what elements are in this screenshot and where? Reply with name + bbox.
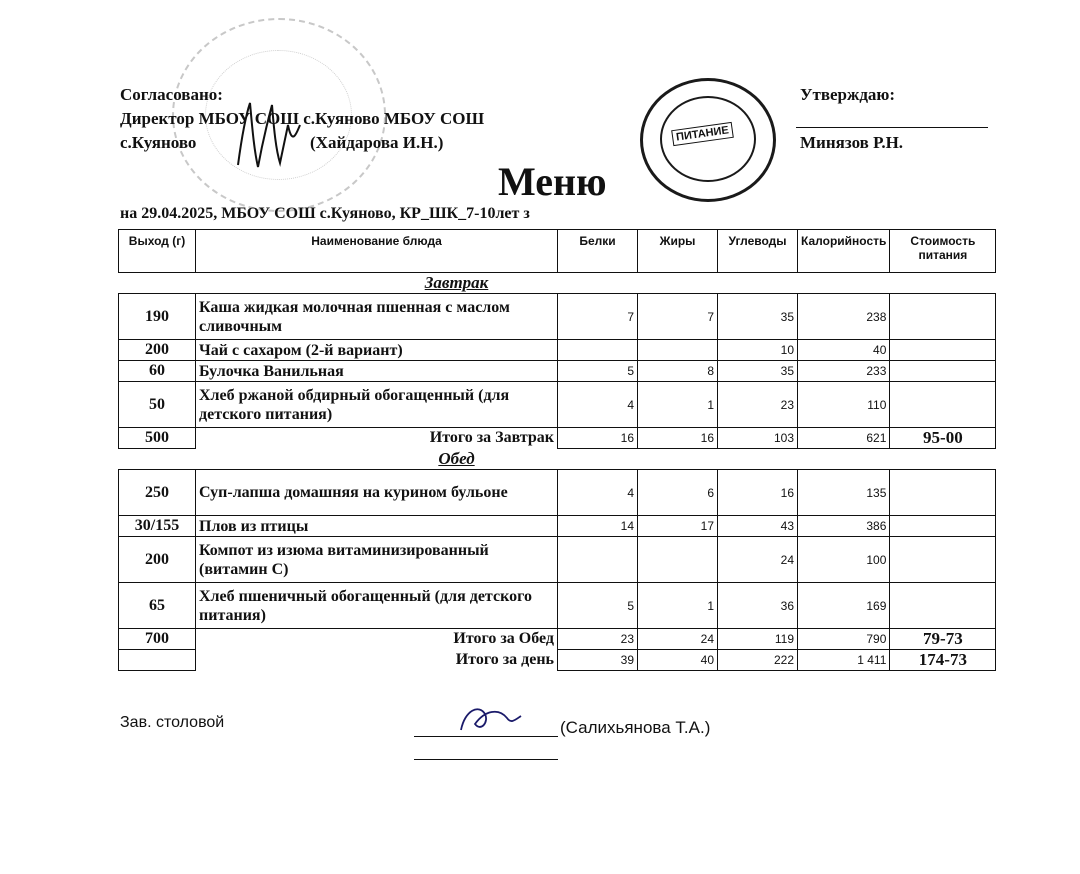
total-calories: 790 — [798, 629, 890, 650]
row-output: 60 — [119, 361, 196, 382]
row-carbs: 10 — [718, 340, 798, 361]
row-carbs: 16 — [718, 470, 798, 516]
total-cost: 95-00 — [890, 428, 996, 449]
table-header-row — [119, 230, 996, 273]
stamp-label: ПИТАНИЕ — [671, 122, 734, 146]
table-row — [119, 382, 996, 428]
agreed-director: Директор МБОУ СОШ с.Куяново МБОУ СОШ — [120, 109, 485, 128]
menu-subtitle: на 29.04.2025, МБОУ СОШ с.Куяново, КР_ШК_7-10лет з — [120, 205, 530, 222]
col-calories: Калорийность — [798, 230, 890, 273]
row-calories: 169 — [798, 583, 890, 629]
table-row — [119, 361, 996, 382]
total-output: 500 — [119, 428, 196, 449]
row-fats: 17 — [638, 516, 718, 537]
row-fats: 1 — [638, 382, 718, 428]
canteen-second-line — [414, 759, 558, 760]
table-row — [119, 537, 996, 583]
row-dish: Булочка Ванильная — [196, 361, 558, 382]
row-proteins: 4 — [558, 470, 638, 516]
row-carbs: 43 — [718, 516, 798, 537]
approve-signature-line — [796, 127, 988, 128]
row-dish: Компот из изюма витаминизированный (витамин С) — [196, 537, 558, 583]
day-total-label: Итого за день — [196, 650, 558, 671]
section-breakfast — [119, 273, 996, 294]
row-output: 30/155 — [119, 516, 196, 537]
row-output: 250 — [119, 470, 196, 516]
row-calories: 110 — [798, 382, 890, 428]
row-output: 50 — [119, 382, 196, 428]
total-proteins: 23 — [558, 629, 638, 650]
row-proteins: 4 — [558, 382, 638, 428]
agreed-name: (Хайдарова И.Н.) — [310, 133, 444, 152]
total-label: Итого за Завтрак — [196, 428, 558, 449]
row-carbs: 36 — [718, 583, 798, 629]
canteen-name: (Салихьянова Т.А.) — [560, 718, 711, 737]
row-carbs: 24 — [718, 537, 798, 583]
section-lunch — [119, 449, 996, 470]
total-calories: 621 — [798, 428, 890, 449]
section-breakfast-label: Завтрак — [424, 273, 489, 292]
row-fats — [638, 340, 718, 361]
row-cost — [890, 470, 996, 516]
col-cost: Стоимость питания — [890, 230, 996, 273]
row-output: 190 — [119, 294, 196, 340]
day-total-proteins: 39 — [558, 650, 638, 671]
table-row — [119, 470, 996, 516]
day-total-cost: 174-73 — [890, 650, 996, 671]
table-row — [119, 294, 996, 340]
total-fats: 24 — [638, 629, 718, 650]
row-calories: 135 — [798, 470, 890, 516]
menu-table — [118, 229, 996, 671]
canteen-label: Зав. столовой — [120, 714, 225, 731]
section-lunch-label: Обед — [438, 449, 475, 468]
row-cost — [890, 516, 996, 537]
row-dish: Каша жидкая молочная пшенная с маслом сливочным — [196, 294, 558, 340]
col-proteins: Белки — [558, 230, 638, 273]
row-proteins — [558, 537, 638, 583]
row-proteins: 5 — [558, 361, 638, 382]
col-fats: Жиры — [638, 230, 718, 273]
total-cost: 79-73 — [890, 629, 996, 650]
row-fats: 1 — [638, 583, 718, 629]
row-cost — [890, 361, 996, 382]
row-dish: Хлеб ржаной обдирный обогащенный (для детского питания) — [196, 382, 558, 428]
row-proteins: 5 — [558, 583, 638, 629]
row-cost — [890, 537, 996, 583]
row-dish: Хлеб пшеничный обогащенный (для детского питания) — [196, 583, 558, 629]
director-signature — [228, 95, 303, 175]
row-calories: 238 — [798, 294, 890, 340]
day-total-row — [119, 650, 996, 671]
total-label: Итого за Обед — [196, 629, 558, 650]
row-fats: 7 — [638, 294, 718, 340]
row-calories: 100 — [798, 537, 890, 583]
agreed-village: с.Куяново — [120, 133, 197, 152]
table-row — [119, 340, 996, 361]
total-output: 700 — [119, 629, 196, 650]
row-calories: 233 — [798, 361, 890, 382]
row-dish: Чай с сахаром (2-й вариант) — [196, 340, 558, 361]
day-total-fats: 40 — [638, 650, 718, 671]
total-proteins: 16 — [558, 428, 638, 449]
table-row — [119, 583, 996, 629]
total-fats: 16 — [638, 428, 718, 449]
breakfast-total-row — [119, 428, 996, 449]
day-total-carbs: 222 — [718, 650, 798, 671]
row-output: 65 — [119, 583, 196, 629]
row-cost — [890, 340, 996, 361]
row-output: 200 — [119, 340, 196, 361]
row-calories: 40 — [798, 340, 890, 361]
row-cost — [890, 382, 996, 428]
col-dish-name: Наименование блюда — [196, 230, 558, 273]
canteen-signature — [455, 700, 525, 740]
day-total-output — [119, 650, 196, 671]
row-proteins: 14 — [558, 516, 638, 537]
row-proteins: 7 — [558, 294, 638, 340]
table-row — [119, 516, 996, 537]
row-carbs: 35 — [718, 361, 798, 382]
row-carbs: 23 — [718, 382, 798, 428]
col-output: Выход (г) — [119, 230, 196, 273]
row-dish: Плов из птицы — [196, 516, 558, 537]
total-carbs: 119 — [718, 629, 798, 650]
row-fats — [638, 537, 718, 583]
row-cost — [890, 294, 996, 340]
agreed-label: Согласовано: — [120, 85, 223, 104]
row-fats: 8 — [638, 361, 718, 382]
col-carbs: Углеводы — [718, 230, 798, 273]
row-calories: 386 — [798, 516, 890, 537]
row-carbs: 35 — [718, 294, 798, 340]
row-fats: 6 — [638, 470, 718, 516]
total-carbs: 103 — [718, 428, 798, 449]
row-dish: Суп-лапша домашняя на курином бульоне — [196, 470, 558, 516]
row-proteins — [558, 340, 638, 361]
row-output: 200 — [119, 537, 196, 583]
approve-name: Минязов Р.Н. — [800, 133, 904, 152]
approve-label: Утверждаю: — [800, 85, 896, 104]
day-total-calories: 1 411 — [798, 650, 890, 671]
row-cost — [890, 583, 996, 629]
lunch-total-row — [119, 629, 996, 650]
page-title: Меню — [498, 159, 607, 204]
